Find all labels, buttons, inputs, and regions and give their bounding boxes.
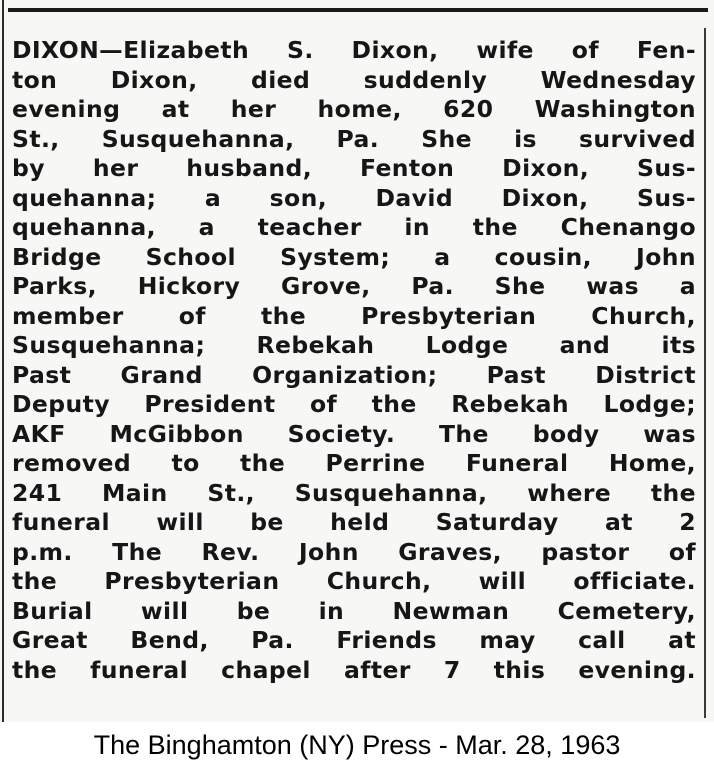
obituary-line: Susquehanna; Rebekah Lodge and its: [12, 331, 696, 359]
obituary-line: DIXON—Elizabeth S. Dixon, wife of Fen-: [12, 36, 696, 64]
column-left-rule: [2, 0, 4, 722]
obituary-line: quehanna; a son, David Dixon, Sus-: [12, 183, 696, 212]
obituary-line: Great Bend, Pa. Friends may call at: [12, 626, 696, 654]
obituary-line: quehanna, a teacher in the Chenango: [12, 213, 696, 241]
obituary-line: the Presbyterian Church, will officiate.: [12, 567, 696, 595]
obituary-text: [12, 36, 696, 685]
obituary-line: Burial will be in Newman Cemetery,: [12, 596, 696, 625]
obituary-line: funeral will be held Saturday at 2: [12, 508, 696, 536]
obituary-line: p.m. The Rev. John Graves, pastor of: [12, 537, 696, 566]
obituary-line: St., Susquehanna, Pa. She is survived: [12, 124, 696, 153]
obituary-line: Parks, Hickory Grove, Pa. She was a: [12, 272, 696, 300]
obituary-line: AKF McGibbon Society. The body was: [12, 419, 696, 448]
obituary-line: Past Grand Organization; Past District: [12, 360, 696, 389]
obituary-line: member of the Presbyterian Church,: [12, 301, 696, 330]
obituary-line: removed to the Perrine Funeral Home,: [12, 449, 696, 477]
column-top-rule: [8, 8, 708, 12]
obituary-line: 241 Main St., Susquehanna, where the: [12, 478, 696, 507]
obituary-line: ton Dixon, died suddenly Wednesday: [12, 65, 696, 94]
obituary-line: Deputy President of the Rebekah Lodge;: [12, 390, 696, 418]
source-caption: The Binghamton (NY) Press - Mar. 28, 1963: [93, 730, 621, 760]
obituary-line: Bridge School System; a cousin, John: [12, 242, 696, 271]
obituary-line: the funeral chapel after 7 this evening.: [12, 655, 696, 684]
obituary-line: by her husband, Fenton Dixon, Sus-: [12, 154, 696, 182]
obituary-line: evening at her home, 620 Washington: [12, 95, 696, 123]
column-right-rule: [704, 28, 706, 718]
